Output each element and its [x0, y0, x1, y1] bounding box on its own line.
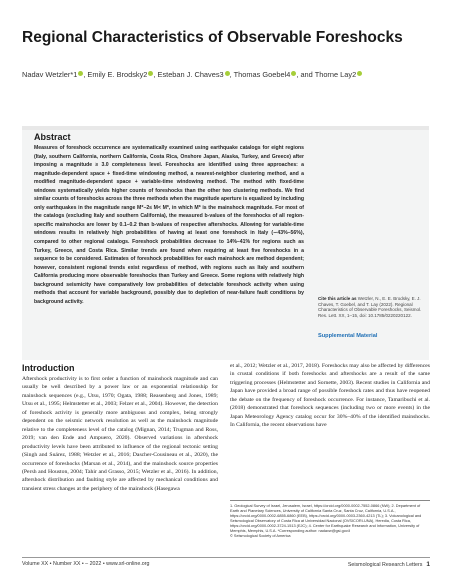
footer-journal-info: Volume XX • Number XX • – 2022 • www.srl-online.org [22, 561, 150, 567]
citation-text: Wetzler, N., E. E. Brodsky, E. J. Chaves, T. Goebel, and T. Lay (2022). Regional Characteristics of Observable Foreshocks, Seismol. Res. Lett. XX, 1–15, doi: 10.1785/0220220122. [318, 296, 422, 318]
footnote-divider [230, 500, 430, 501]
affiliations-text: 1. Geological Survey of Israel, Jerusalem, Israel, https://orcid.org/0000-0002-7552-0866 (NW); 2. Department of Earth and Planetary Sciences, University of California Santa Cruz, Santa Cruz, California, U.S.A., https://orcid.org/0000-0002-6855-6860 (EEB), https://orcid.org/0000-0003-2360-4213 (TL); 3. Volcanological and Seismological Observatory of Costa Rica at Universidad Nacional (OVSICORI-UNA), Heredia, Costa Rica, https://orcid.org/0000-0002-3724-1513 (EJC); 4. Center for Earthquake Research and Information, University of Memphis, Memphis, U.S.A. *Corresponding author: nadavw@gsi.gov.il [230, 504, 422, 534]
introduction-column-right: et al., 2012; Wetzler et al., 2017, 2018). Foreshocks may also be affected by differences in crustal conditions if both foreshocks and aftershocks are a result of the same triggering processes (Helmstetter and Sornette, 2003). Recent studies in California and Japan have provided a broad range of possible foreshock rates and thus have reopened the debate on the frequency of foreshock occurrence. For instance, Tamaribuchi et al. (2018) demonstrated that foreshock sequences (including two or more events) in the Japan Meteorology Agency catalog occur for 30%–40% of the identified mainshocks. In California, the recent observations have [230, 363, 430, 429]
author-chaves[interactable]: , Esteban J. Chaves3 [153, 70, 224, 79]
affiliation-footnotes [230, 504, 430, 539]
author-brodsky[interactable]: , Emily E. Brodsky2 [83, 70, 148, 79]
abstract-heading: Abstract [34, 132, 71, 142]
citation-label: Cite this article as [318, 296, 357, 301]
introduction-heading: Introduction [22, 363, 75, 373]
abstract-text: Measures of foreshock occurrence are systematically examined using earthquake catalogs for eight regions (Italy, southern California, northern California, Costa Rica, Onshore Japan, Alaska, Turkey, and Greece) after imposing a magnitude ≥ 3.0 completeness level. Foreshocks are identified using three approaches: a magnitude-dependent space + fixed-time windowing method, a nearest-neighbor clustering method, and a modified magnitude-dependent space + variable-time windowing method. The method with fixed-time windows systematically yields higher counts of foreshocks than the other two clustering methods. We find similar counts of foreshocks across the three methods when the magnitude aperture is equalized by including only earthquakes in the magnitude range M*−2≤ M< M*, in which M* is the mainshock magnitude. For most of the catalogs (excluding Italy and southern California), the measured b-values of the foreshocks of all region-specific mainshocks are lower by 0.1–0.2 than b-values of respective aftershocks. Allowing for variable-time windows results in relatively high probabilities of having at least one foreshock in Italy (∼43%–56%), compared to other regional catalogs. Foreshock probabilities decrease to 14%–41% for regions such as Turkey, Greece, and Costa Rica. Similar trends are found when requiring at least five foreshocks in a sequence to be considered. Estimates of foreshock probabilities for each mainshock are method dependent; however, consistent regional trends exist regardless of method, with regions such as Italy and southern California producing more observable foreshocks than Turkey and Greece. Some regions with relatively high background seismicity have comparatively low probabilities of detectable foreshock activity when using methods that account for variable background, possibly due to depletion of near-failure fault conditions by background activity. [34, 145, 304, 305]
introduction-column-left: Aftershock productivity is to first order a function of mainshock magnitude and can usually be well described by a power law or an exponential relationship for mainshock sequences (e.g., Utsu, 1970; Ogata, 1988; Reasenberg and Jones, 1989; Utsu et al., 1995; Helmstetter et al., 2003; Felzer et al., 2004). However, the detection of foreshock activity is generally more ambiguous and complex, being strongly dependent on the seismic network resolution as well as the mainshock magnitude relative to the completeness level of the catalog (Mignan, 2014; Trugman and Ross, 2019; van den Ende and Ampuero, 2020). Observed variations in aftershock productivity levels have been attributed to influence of the regional tectonic setting (Singh and Suárez, 1988; Wetzler et al., 2016; Dascher-Cousineau et al., 2020), the occurrence of foreshocks (Marsan et al., 2014), and the mainshock source properties (Persh and Houston, 2004; Tahir and Grasso, 2015; Wetzler et al., 2016). In addition, aftershock distribution and faulting style are affected by mechanical conditions and transient stress changes at the periphery of the mainshock (Hasegawa [22, 376, 218, 492]
page-number: 1 [426, 561, 430, 568]
footer-journal-title: Seismological Research Letters [347, 562, 423, 568]
author-list [22, 70, 442, 79]
footer-journal-name [348, 561, 430, 568]
author-wetzler[interactable]: Nadav Wetzler*1 [22, 70, 78, 79]
article-title: Regional Characteristics of Observable Foreshocks [22, 29, 403, 46]
supplemental-material-link[interactable]: Supplemental Material [318, 333, 378, 339]
author-goebel[interactable]: , Thomas Goebel4 [229, 70, 291, 79]
citation-box [318, 296, 430, 318]
footer-divider [22, 557, 430, 558]
author-lay[interactable]: , and Thorne Lay2 [296, 70, 357, 79]
copyright-text: © Seismological Society of America [230, 534, 291, 539]
orcid-icon[interactable] [357, 71, 362, 76]
